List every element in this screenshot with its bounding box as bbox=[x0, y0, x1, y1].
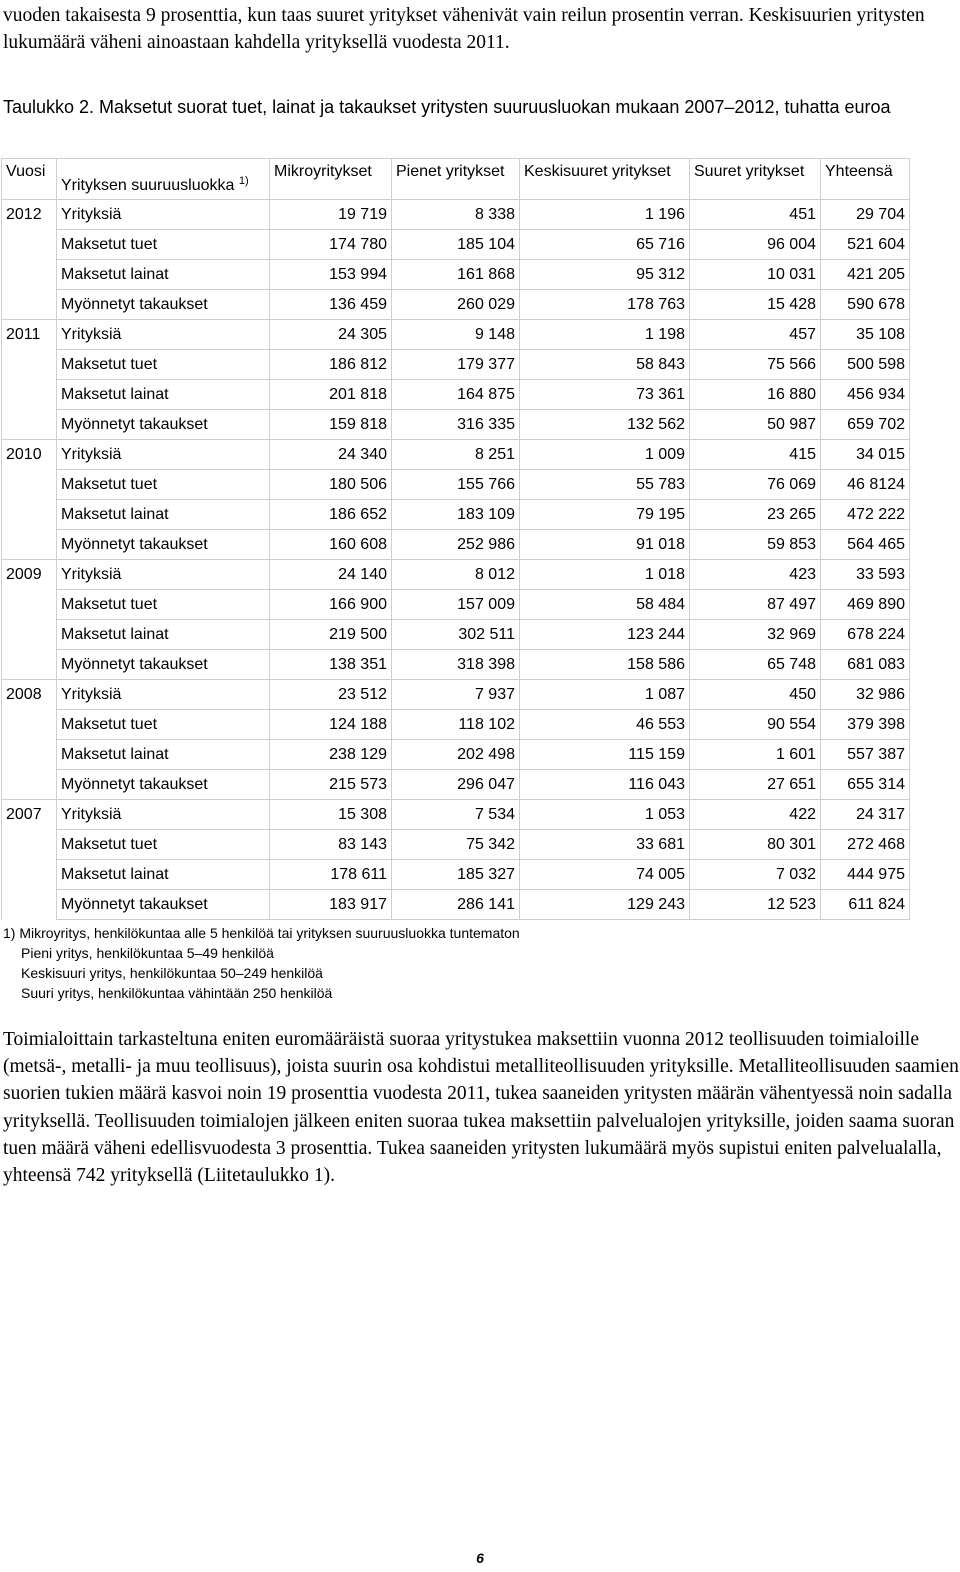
value-cell: 129 243 bbox=[520, 890, 690, 920]
row-label-cell: Maksetut tuet bbox=[57, 230, 270, 260]
value-cell: 564 465 bbox=[821, 530, 910, 560]
table-row bbox=[2, 230, 910, 260]
table-row bbox=[2, 440, 910, 470]
row-label-cell: Maksetut lainat bbox=[57, 620, 270, 650]
value-cell: 1 601 bbox=[690, 740, 821, 770]
value-cell: 50 987 bbox=[690, 410, 821, 440]
value-cell: 118 102 bbox=[392, 710, 520, 740]
table-body bbox=[2, 200, 910, 920]
value-cell: 46 553 bbox=[520, 710, 690, 740]
table-row bbox=[2, 200, 910, 230]
value-cell: 32 986 bbox=[821, 680, 910, 710]
value-cell: 27 651 bbox=[690, 770, 821, 800]
value-cell: 153 994 bbox=[270, 260, 392, 290]
year-cell-empty bbox=[2, 830, 57, 860]
value-cell: 1 198 bbox=[520, 320, 690, 350]
value-cell: 116 043 bbox=[520, 770, 690, 800]
value-cell: 164 875 bbox=[392, 380, 520, 410]
value-cell: 415 bbox=[690, 440, 821, 470]
value-cell: 186 812 bbox=[270, 350, 392, 380]
value-cell: 159 818 bbox=[270, 410, 392, 440]
value-cell: 7 032 bbox=[690, 860, 821, 890]
value-cell: 15 308 bbox=[270, 800, 392, 830]
value-cell: 296 047 bbox=[392, 770, 520, 800]
row-label-cell: Maksetut tuet bbox=[57, 710, 270, 740]
value-cell: 1 196 bbox=[520, 200, 690, 230]
footnote-1: 1) Mikroyritys, henkilökuntaa alle 5 henkilöä tai yrityksen suuruusluokka tuntematon bbox=[3, 925, 520, 941]
table-row bbox=[2, 710, 910, 740]
row-label-cell: Myönnetyt takaukset bbox=[57, 290, 270, 320]
header-micro: Mikroyritykset bbox=[270, 159, 392, 200]
table-title: Taulukko 2. Maksetut suorat tuet, lainat ja takaukset yritysten suuruusluokan mukaan 2007–2012, tuhatta euroa bbox=[3, 97, 891, 117]
header-total: Yhteensä bbox=[821, 159, 910, 200]
year-cell-empty bbox=[2, 740, 57, 770]
value-cell: 8 251 bbox=[392, 440, 520, 470]
value-cell: 75 566 bbox=[690, 350, 821, 380]
value-cell: 10 031 bbox=[690, 260, 821, 290]
value-cell: 457 bbox=[690, 320, 821, 350]
row-label-cell: Yrityksiä bbox=[57, 200, 270, 230]
value-cell: 65 748 bbox=[690, 650, 821, 680]
value-cell: 444 975 bbox=[821, 860, 910, 890]
row-label-cell: Yrityksiä bbox=[57, 800, 270, 830]
table-row bbox=[2, 470, 910, 500]
footnote-3: Keskisuuri yritys, henkilökuntaa 50–249 henkilöä bbox=[21, 965, 323, 981]
value-cell: 161 868 bbox=[392, 260, 520, 290]
value-cell: 260 029 bbox=[392, 290, 520, 320]
year-cell-empty bbox=[2, 230, 57, 260]
value-cell: 91 018 bbox=[520, 530, 690, 560]
value-cell: 678 224 bbox=[821, 620, 910, 650]
value-cell: 65 716 bbox=[520, 230, 690, 260]
value-cell: 1 018 bbox=[520, 560, 690, 590]
value-cell: 90 554 bbox=[690, 710, 821, 740]
table-row bbox=[2, 260, 910, 290]
value-cell: 215 573 bbox=[270, 770, 392, 800]
footnote-4: Suuri yritys, henkilökuntaa vähintään 250 henkilöä bbox=[21, 985, 333, 1001]
value-cell: 34 015 bbox=[821, 440, 910, 470]
year-cell: 2012 bbox=[2, 200, 57, 230]
header-medium: Keskisuuret yritykset bbox=[520, 159, 690, 200]
value-cell: 202 498 bbox=[392, 740, 520, 770]
value-cell: 174 780 bbox=[270, 230, 392, 260]
value-cell: 58 484 bbox=[520, 590, 690, 620]
value-cell: 286 141 bbox=[392, 890, 520, 920]
year-cell: 2010 bbox=[2, 440, 57, 470]
value-cell: 611 824 bbox=[821, 890, 910, 920]
table-row bbox=[2, 620, 910, 650]
value-cell: 185 104 bbox=[392, 230, 520, 260]
value-cell: 32 969 bbox=[690, 620, 821, 650]
value-cell: 590 678 bbox=[821, 290, 910, 320]
year-cell-empty bbox=[2, 590, 57, 620]
table-row bbox=[2, 830, 910, 860]
value-cell: 219 500 bbox=[270, 620, 392, 650]
value-cell: 472 222 bbox=[821, 500, 910, 530]
year-cell-empty bbox=[2, 860, 57, 890]
value-cell: 557 387 bbox=[821, 740, 910, 770]
value-cell: 35 108 bbox=[821, 320, 910, 350]
year-cell-empty bbox=[2, 530, 57, 560]
year-cell-empty bbox=[2, 410, 57, 440]
table-row bbox=[2, 530, 910, 560]
value-cell: 23 265 bbox=[690, 500, 821, 530]
header-year: Vuosi bbox=[2, 159, 57, 200]
table-row bbox=[2, 350, 910, 380]
value-cell: 178 763 bbox=[520, 290, 690, 320]
row-label-cell: Myönnetyt takaukset bbox=[57, 410, 270, 440]
year-cell-empty bbox=[2, 380, 57, 410]
row-label-cell: Maksetut tuet bbox=[57, 470, 270, 500]
value-cell: 138 351 bbox=[270, 650, 392, 680]
value-cell: 252 986 bbox=[392, 530, 520, 560]
row-label-cell: Yrityksiä bbox=[57, 440, 270, 470]
value-cell: 96 004 bbox=[690, 230, 821, 260]
table-row bbox=[2, 380, 910, 410]
page-number: 6 bbox=[476, 1550, 484, 1566]
value-cell: 8 012 bbox=[392, 560, 520, 590]
table-header-row bbox=[2, 159, 910, 200]
value-cell: 155 766 bbox=[392, 470, 520, 500]
value-cell: 456 934 bbox=[821, 380, 910, 410]
row-label-cell: Maksetut lainat bbox=[57, 860, 270, 890]
value-cell: 201 818 bbox=[270, 380, 392, 410]
header-size-class bbox=[57, 159, 270, 200]
value-cell: 1 053 bbox=[520, 800, 690, 830]
row-label-cell: Myönnetyt takaukset bbox=[57, 530, 270, 560]
value-cell: 302 511 bbox=[392, 620, 520, 650]
footnote-marker: 1) bbox=[238, 175, 249, 187]
year-cell-empty bbox=[2, 770, 57, 800]
value-cell: 186 652 bbox=[270, 500, 392, 530]
year-cell-empty bbox=[2, 710, 57, 740]
table-row bbox=[2, 410, 910, 440]
header-small: Pienet yritykset bbox=[392, 159, 520, 200]
table-row bbox=[2, 290, 910, 320]
row-label-cell: Myönnetyt takaukset bbox=[57, 650, 270, 680]
value-cell: 166 900 bbox=[270, 590, 392, 620]
body-paragraph: Toimialoittain tarkasteltuna eniten euromääräistä suoraa yritystukea maksettiin vuonna 2012 teollisuuden toimialoille (metsä-, metalli- ja muu teollisuus), joista suurin osa kohdistui metalliteollisuuden yrityksille. Metalliteollisuuden saamien suorien tukien määrä kasvoi noin 19 prosenttia vuodesta 2011, tukea saaneiden yritysten määrän vähentyessä noin sadalla yrityksellä. Teollisuuden toimialojen jälkeen eniten suoraa tukea maksettiin palvelualojen yrityksille, joiden saama suoran tuen määrä väheni edellisvuodesta 3 prosenttia. Tukea saaneiden yritysten lukumäärä myös supistui eniten palvelualalla, yhteensä 742 yrityksellä (Liitetaulukko 1). bbox=[3, 1029, 959, 1187]
value-cell: 655 314 bbox=[821, 770, 910, 800]
value-cell: 681 083 bbox=[821, 650, 910, 680]
year-cell-empty bbox=[2, 620, 57, 650]
value-cell: 423 bbox=[690, 560, 821, 590]
table-row bbox=[2, 770, 910, 800]
table-row bbox=[2, 320, 910, 350]
value-cell: 136 459 bbox=[270, 290, 392, 320]
value-cell: 180 506 bbox=[270, 470, 392, 500]
row-label-cell: Maksetut tuet bbox=[57, 830, 270, 860]
subsidy-table bbox=[1, 158, 910, 920]
value-cell: 24 140 bbox=[270, 560, 392, 590]
row-label-cell: Maksetut lainat bbox=[57, 500, 270, 530]
value-cell: 80 301 bbox=[690, 830, 821, 860]
value-cell: 75 342 bbox=[392, 830, 520, 860]
row-label-cell: Myönnetyt takaukset bbox=[57, 770, 270, 800]
value-cell: 24 317 bbox=[821, 800, 910, 830]
value-cell: 16 880 bbox=[690, 380, 821, 410]
year-cell-empty bbox=[2, 470, 57, 500]
header-large: Suuret yritykset bbox=[690, 159, 821, 200]
value-cell: 24 340 bbox=[270, 440, 392, 470]
value-cell: 95 312 bbox=[520, 260, 690, 290]
value-cell: 1 087 bbox=[520, 680, 690, 710]
value-cell: 238 129 bbox=[270, 740, 392, 770]
year-cell: 2011 bbox=[2, 320, 57, 350]
header-size-class-label: Yrityksen suuruusluokka bbox=[61, 177, 235, 194]
value-cell: 318 398 bbox=[392, 650, 520, 680]
value-cell: 158 586 bbox=[520, 650, 690, 680]
table-row bbox=[2, 860, 910, 890]
table-row bbox=[2, 560, 910, 590]
year-cell-empty bbox=[2, 350, 57, 380]
value-cell: 87 497 bbox=[690, 590, 821, 620]
value-cell: 469 890 bbox=[821, 590, 910, 620]
table-row bbox=[2, 800, 910, 830]
value-cell: 422 bbox=[690, 800, 821, 830]
year-cell: 2009 bbox=[2, 560, 57, 590]
value-cell: 55 783 bbox=[520, 470, 690, 500]
table-row bbox=[2, 680, 910, 710]
year-cell-empty bbox=[2, 290, 57, 320]
table-row bbox=[2, 650, 910, 680]
value-cell: 421 205 bbox=[821, 260, 910, 290]
value-cell: 160 608 bbox=[270, 530, 392, 560]
value-cell: 521 604 bbox=[821, 230, 910, 260]
value-cell: 1 009 bbox=[520, 440, 690, 470]
value-cell: 115 159 bbox=[520, 740, 690, 770]
row-label-cell: Maksetut tuet bbox=[57, 350, 270, 380]
value-cell: 8 338 bbox=[392, 200, 520, 230]
value-cell: 79 195 bbox=[520, 500, 690, 530]
value-cell: 83 143 bbox=[270, 830, 392, 860]
row-label-cell: Maksetut lainat bbox=[57, 260, 270, 290]
footnote-2: Pieni yritys, henkilökuntaa 5–49 henkilöä bbox=[21, 945, 274, 961]
year-cell: 2008 bbox=[2, 680, 57, 710]
value-cell: 450 bbox=[690, 680, 821, 710]
intro-paragraph: vuoden takaisesta 9 prosenttia, kun taas suuret yritykset vähenivät vain reilun prosentin verran. Keskisuurien yritysten lukumäärä väheni ainoastaan kahdella yrityksellä vuodesta 2011. bbox=[3, 5, 925, 53]
row-label-cell: Maksetut lainat bbox=[57, 740, 270, 770]
value-cell: 59 853 bbox=[690, 530, 821, 560]
value-cell: 659 702 bbox=[821, 410, 910, 440]
value-cell: 74 005 bbox=[520, 860, 690, 890]
value-cell: 500 598 bbox=[821, 350, 910, 380]
value-cell: 451 bbox=[690, 200, 821, 230]
value-cell: 73 361 bbox=[520, 380, 690, 410]
year-cell-empty bbox=[2, 260, 57, 290]
value-cell: 185 327 bbox=[392, 860, 520, 890]
table-row bbox=[2, 890, 910, 920]
year-cell-empty bbox=[2, 650, 57, 680]
year-cell-empty bbox=[2, 890, 57, 920]
value-cell: 12 523 bbox=[690, 890, 821, 920]
value-cell: 379 398 bbox=[821, 710, 910, 740]
value-cell: 24 305 bbox=[270, 320, 392, 350]
value-cell: 19 719 bbox=[270, 200, 392, 230]
table-row bbox=[2, 740, 910, 770]
footnotes bbox=[3, 923, 520, 1003]
value-cell: 7 534 bbox=[392, 800, 520, 830]
value-cell: 33 593 bbox=[821, 560, 910, 590]
row-label-cell: Maksetut tuet bbox=[57, 590, 270, 620]
value-cell: 58 843 bbox=[520, 350, 690, 380]
row-label-cell: Yrityksiä bbox=[57, 680, 270, 710]
value-cell: 46 8124 bbox=[821, 470, 910, 500]
table-row bbox=[2, 500, 910, 530]
year-cell-empty bbox=[2, 500, 57, 530]
value-cell: 183 109 bbox=[392, 500, 520, 530]
value-cell: 124 188 bbox=[270, 710, 392, 740]
value-cell: 33 681 bbox=[520, 830, 690, 860]
row-label-cell: Myönnetyt takaukset bbox=[57, 890, 270, 920]
value-cell: 23 512 bbox=[270, 680, 392, 710]
value-cell: 272 468 bbox=[821, 830, 910, 860]
value-cell: 183 917 bbox=[270, 890, 392, 920]
value-cell: 157 009 bbox=[392, 590, 520, 620]
row-label-cell: Maksetut lainat bbox=[57, 380, 270, 410]
value-cell: 178 611 bbox=[270, 860, 392, 890]
value-cell: 9 148 bbox=[392, 320, 520, 350]
row-label-cell: Yrityksiä bbox=[57, 320, 270, 350]
value-cell: 132 562 bbox=[520, 410, 690, 440]
value-cell: 123 244 bbox=[520, 620, 690, 650]
value-cell: 7 937 bbox=[392, 680, 520, 710]
year-cell: 2007 bbox=[2, 800, 57, 830]
row-label-cell: Yrityksiä bbox=[57, 560, 270, 590]
value-cell: 316 335 bbox=[392, 410, 520, 440]
value-cell: 179 377 bbox=[392, 350, 520, 380]
value-cell: 76 069 bbox=[690, 470, 821, 500]
value-cell: 29 704 bbox=[821, 200, 910, 230]
table-row bbox=[2, 590, 910, 620]
value-cell: 15 428 bbox=[690, 290, 821, 320]
